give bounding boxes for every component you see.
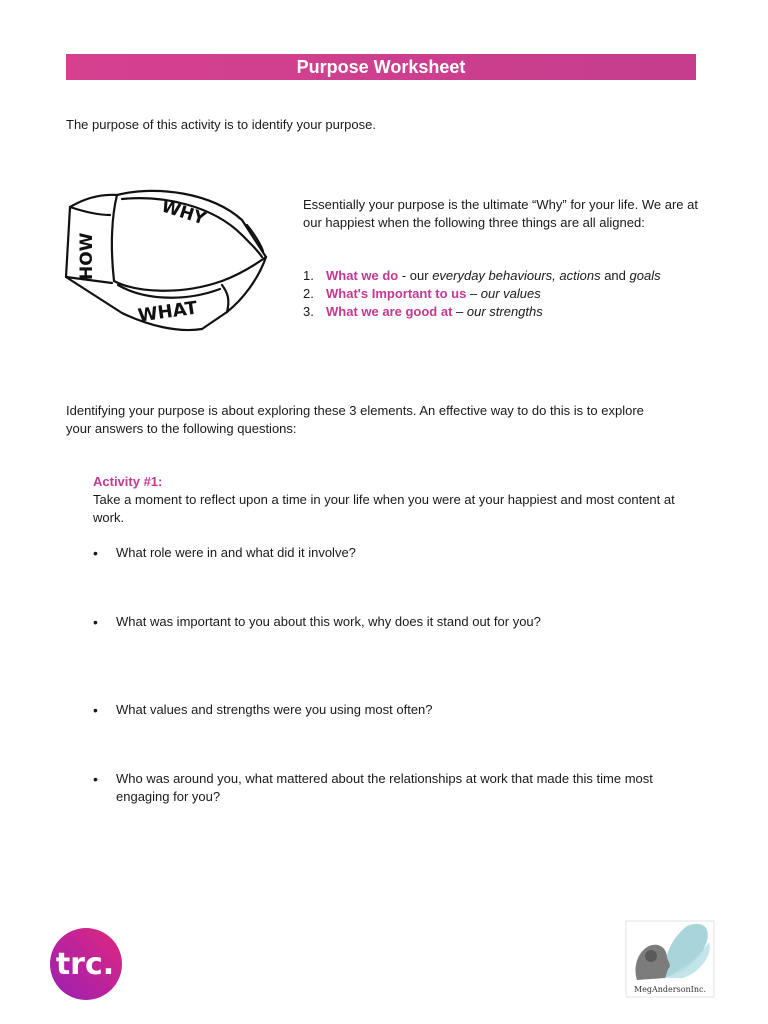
aligned-item: 3. What we are good at – our strengths [303,304,543,319]
bullet-icon: • [93,702,98,718]
meg-anderson-logo [625,920,715,998]
aligned-label: What's Important to us [326,286,467,301]
why-how-what-diagram [62,185,268,335]
aligned-item: 1. What we do - our everyday behaviours, actions and goals [303,268,661,283]
bullet-icon: • [93,771,98,787]
essentially-paragraph: Essentially your purpose is the ultimate “Why” for your life. We are at our happiest when the following three things are all aligned: [303,197,698,230]
aligned-label: What we do [326,268,399,283]
page-title: Purpose Worksheet [66,54,696,80]
what-label: WHAT [136,297,199,327]
how-label: HOW [77,232,97,280]
aligned-item: 2. What's Important to us – our values [303,286,541,301]
meg-anderson-text: MegAndersonInc. [633,985,707,994]
aligned-list [303,267,713,321]
bullet-icon: • [93,614,98,630]
activity-prompt: Take a moment to reflect upon a time in your life when you were at your happiest and most content at work. [93,492,675,525]
bullet-icon: • [93,545,98,561]
intro-text: The purpose of this activity is to identify your purpose. [66,117,376,132]
explore-paragraph: Identifying your purpose is about exploring these 3 elements. An effective way to do this is to explore your answers to the following questions: [66,403,644,436]
trc-logo [49,927,123,1001]
aligned-label: What we are good at [326,304,453,319]
trc-logo-text: trc. [55,947,115,982]
activity-heading: Activity #1: [93,474,163,489]
why-label: WHY [158,196,209,230]
